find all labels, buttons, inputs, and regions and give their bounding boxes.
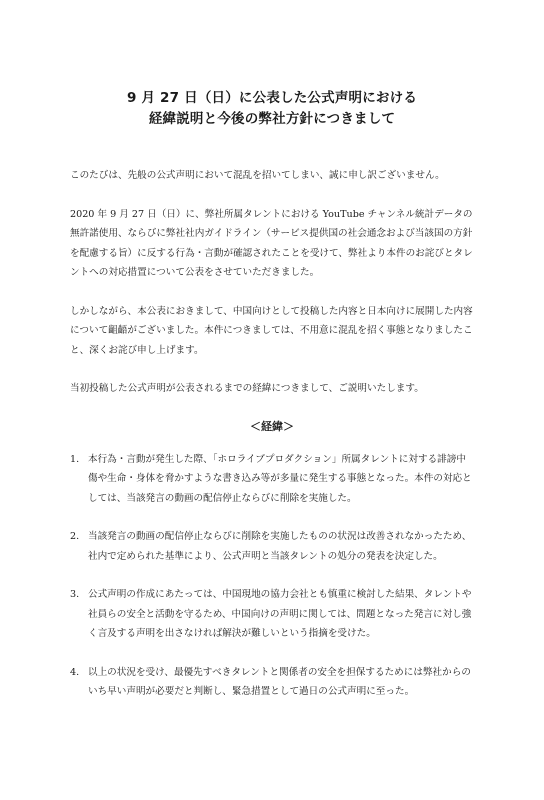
document-title <box>70 88 474 130</box>
paragraph-discrepancy: しかしながら、本公表におきまして、中国向けとして投稿した内容と日本向けに展開した内容について齟齬がございました。本件につきましては、不用意に混乱を招く事態となりましたこと、深くお詫び申し上げます。 <box>70 305 473 356</box>
title-line-1: 9 月 27 日（日）に公表した公式声明における <box>126 90 418 106</box>
history-item-text: 公式声明の作成にあたっては、中国現地の協力会社とも慎重に検討した結果、タレントや社員らの安全と活動を守るため、中国向けの声明に関しては、問題となった発言に対し強く言及する声明を出さなければ解決が難しいという指摘を受けた。 <box>88 589 472 639</box>
history-item <box>70 663 474 702</box>
history-item <box>70 585 474 644</box>
section-heading-history: ＜経緯＞ <box>250 419 294 433</box>
history-item-text: 当該発言の動画の配信停止ならびに削除を実施したものの状況は改善されなかったため、社内で定められた基準により、公式声明と当該タレントの処分の発表を決定した。 <box>88 531 472 562</box>
history-item-text: 以上の状況を受け、最優先すべきタレントと関係者の安全を担保するためには弊社からのいち早い声明が必要だと判断し、緊急措置として過日の公式声明に至った。 <box>88 666 471 697</box>
paragraph-background: 2020 年 9 月 27 日（日）に、弊社所属タレントにおける YouTube チャンネル統計データの無許諾使用、ならびに弊社社内ガイドライン（サービス提供国の社会通念および当該国の方針を配慮する旨）に反する行為・言動が確認されたことを受けて、弊社より本件のお詫びとタレントへの対応措置について公表をさせていただきました。 <box>70 208 473 278</box>
history-item-text: 本行為・言動が発生した際、「ホロライブプロダクション」所属タレントに対する誹謗中傷や生命・身体を脅かすような書き込み等が多量に発生する事態となった。本件の対応としては、当該発言の動画の配信停止ならびに削除を実施した。 <box>88 453 472 504</box>
history-item-number: 3. <box>70 589 80 600</box>
history-item-number: 4. <box>70 666 80 678</box>
history-item-number: 2. <box>70 531 80 542</box>
history-item <box>70 527 474 566</box>
history-list <box>70 450 474 702</box>
history-item <box>70 450 474 509</box>
paragraph-apology: このたびは、先般の公式声明において混乱を招いてしまい、誠に申し訳ございません。 <box>70 170 445 181</box>
paragraph-intro-history: 当初投稿した公式声明が公表されるまでの経緯につきまして、ご説明いたします。 <box>70 383 424 394</box>
title-line-2: 経緯説明と今後の弊社方針につきまして <box>148 111 396 127</box>
history-item-number: 1. <box>70 453 80 465</box>
